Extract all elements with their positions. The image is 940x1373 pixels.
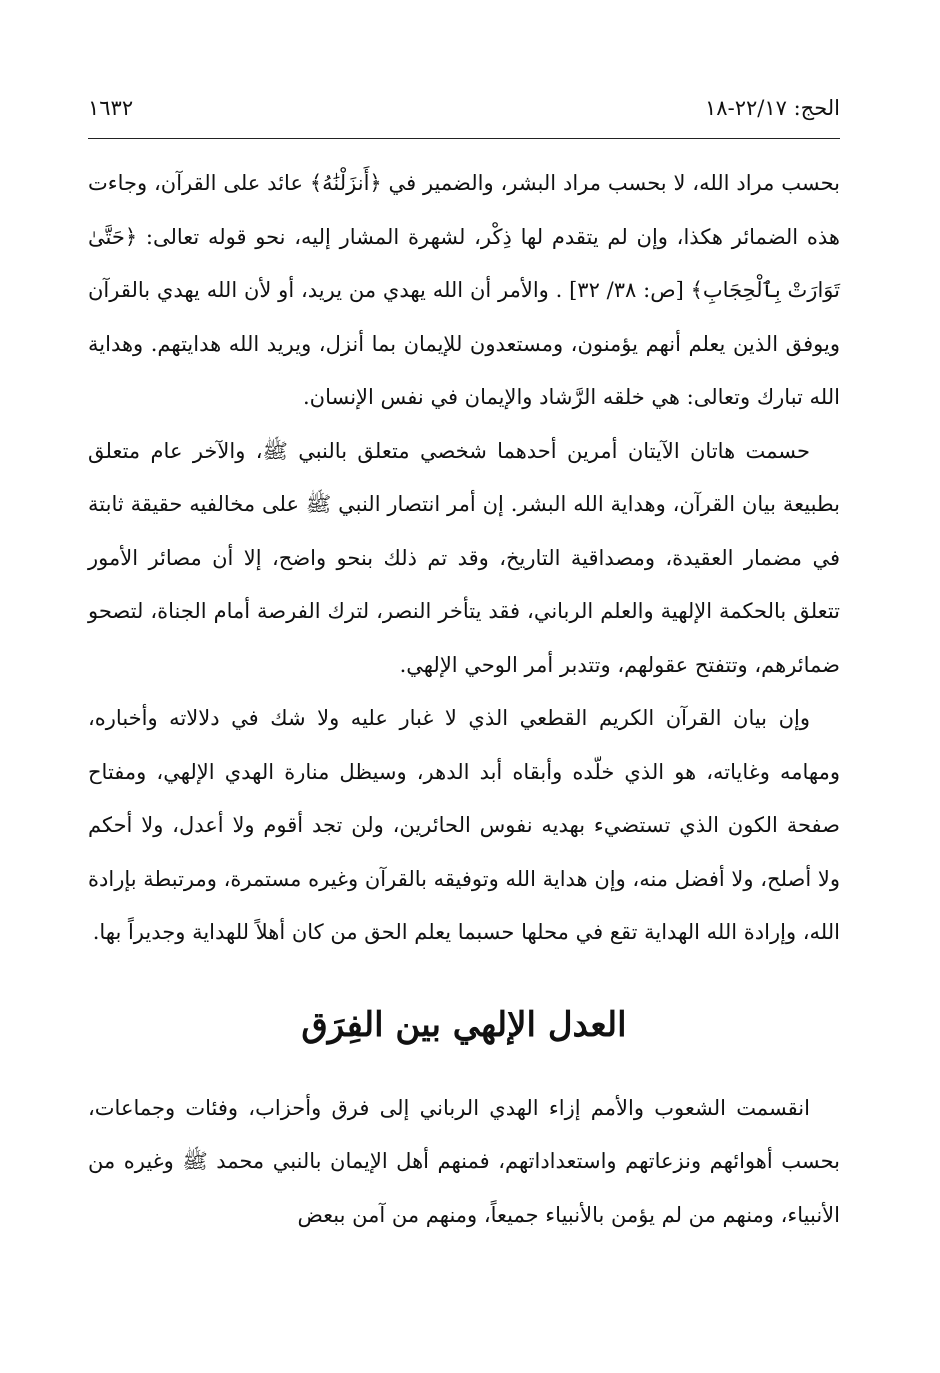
section-paragraph: انقسمت الشعوب والأمم إزاء الهدي الرباني إلى فرق وأحزاب، وفئات وجماعات، بحسب أهوائهم ونزعاتهم واستعداداتهم، فمنهم أهل الإيمان بالنبي محمد ﷺ وغيره من الأنبياء، ومنهم من لم يؤمن بالأنبياء جميعاً، ومنهم من آمن ببعض [88,1095,840,1227]
paragraph-3: وإن بيان القرآن الكريم القطعي الذي لا غبار عليه ولا شك في دلالاته وأخباره، ومهامه وغاياته، هو الذي خلّده وأبقاه أبد الدهر، وسيظل منارة الهدي الإلهي، ومفتاح صفحة الكون الذي تستضيء بهديه نفوس الحائرين، ولن تجد أقوم ولا أعدل، ولا أحكم ولا أصلح، ولا أفضل منه، وإن هداية الله وتوفيقه بالقرآن وغيره مستمرة، ومرتبطة بإرادة الله، وإرادة الله الهداية تقع في محلها حسبما يعلم الحق من كان أهلاً للهداية وجديراً بها. [88,706,840,944]
book-page [88,96,840,1242]
paragraph-1: بحسب مراد الله، لا بحسب مراد البشر، والضمير في ﴿أَنزَلْنَٰهُ﴾ عائد على القرآن، وجاءت هذه الضمائر هكذا، وإن لم يتقدم لها ذِكْر، لشهرة المشار إليه، نحو قوله تعالى: ﴿حَتَّىٰ تَوَارَتْ بِٱلْحِجَابِ﴾ [ص: ٣٨/ ٣٢] . والأمر أن الله يهدي من يريد، أو لأن الله يهدي بالقرآن ويوفق الذين يعلم أنهم يؤمنون، ومستعدون للإيمان بما أنزل، ويريد الله هدايتهم. وهداية الله تبارك وتعالى: هي خلقه الرَّشاد والإيمان في نفس الإنسان. [88,171,840,409]
surah-reference: الحج: ٢٢/١٧-١٨ [705,96,840,120]
section-heading: العدل الإلهي بين الفِرَق [301,1004,627,1045]
page-number: ١٦٣٢ [88,96,134,120]
paragraph-2: حسمت هاتان الآيتان أمرين أحدهما شخصي متعلق بالنبي ﷺ، والآخر عام متعلق بطبيعة بيان القرآن، وهداية الله البشر. إن أمر انتصار النبي ﷺ على مخالفيه حقيقة ثابتة في مضمار العقيدة، ومصداقية التاريخ، وقد تم ذلك بنحو واضح، إلا أن مصائر الأمور تتعلق بالحكمة الإلهية والعلم الرباني، فقد يتأخر النصر، لترك الفرصة أمام الجناة، لتصحو ضمائرهم، وتتفتح عقولهم، وتتدبر أمر الوحي الإلهي. [88,438,840,677]
page-header [88,96,840,139]
page-body [88,157,840,960]
